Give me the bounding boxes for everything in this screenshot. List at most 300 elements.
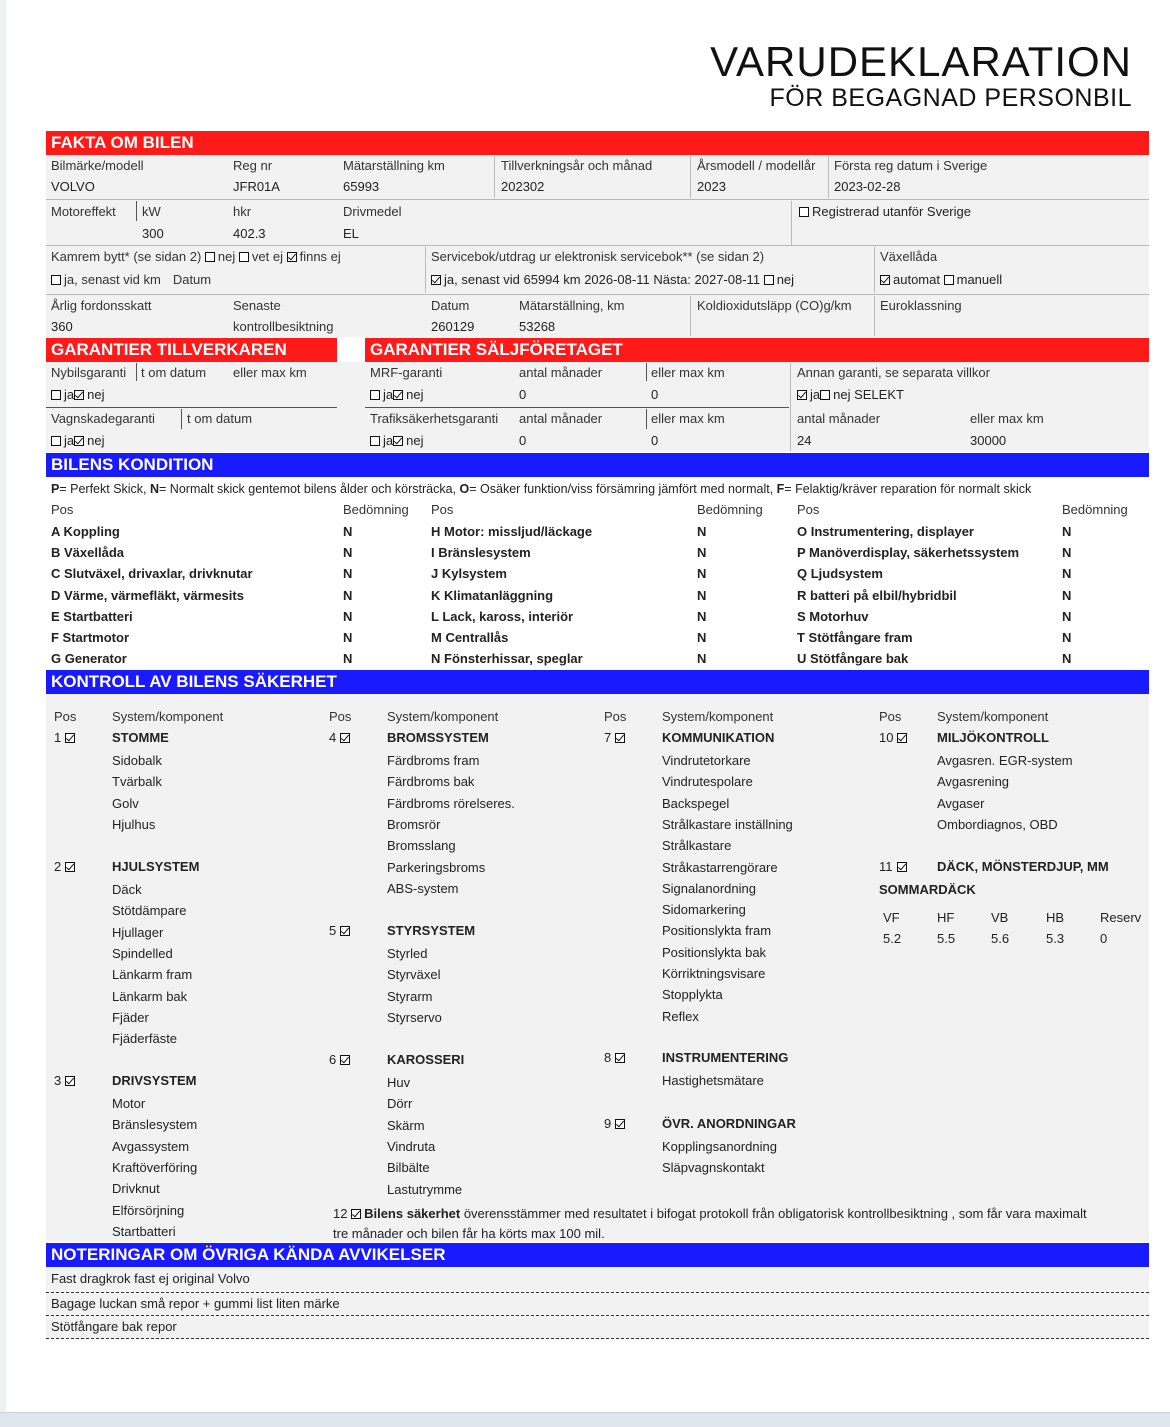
legend-text: = Perfekt Skick, — [59, 482, 150, 496]
value-arsmodell: 2023 — [697, 179, 726, 194]
kamrem-vet-ej: vet ej — [251, 249, 283, 264]
item-12-bold: Bilens säkerhet — [364, 1206, 461, 1221]
kondition-bedomning-header: Bedömning — [697, 502, 763, 517]
checkbox-checked-icon[interactable] — [615, 733, 625, 743]
checkbox-icon[interactable] — [370, 436, 380, 446]
item-12-text: överensstämmer med resultatet i bifogat protokoll från obligatorisk kontrollbesiktning , som får vara maximalt — [460, 1206, 1087, 1221]
value-mrf-km: 0 — [651, 387, 659, 402]
kondition-item-grade: N — [697, 545, 707, 561]
sakerhet-component: Länkarm bak — [112, 988, 188, 1004]
kamrem-ja-senast: ja, senast vid km — [64, 272, 161, 287]
tyre-header: VB — [991, 910, 1009, 925]
sakerhet-number: 2 — [54, 859, 62, 874]
sakerhet-component: Positionslykta fram — [662, 923, 772, 939]
sakerhet-number: 10 — [879, 730, 894, 745]
nybil-nej: nej — [87, 387, 105, 402]
sakerhet-number: 11 — [879, 859, 893, 874]
sakerhet-component: Styrled — [387, 946, 428, 961]
label-vagnskadegaranti: Vagnskadegaranti — [51, 411, 155, 426]
checkbox-icon[interactable] — [239, 252, 249, 262]
notering-line: Bagage luckan små repor + gummi list liten märke — [51, 1296, 340, 1311]
value-mrf-manader: 0 — [519, 387, 527, 402]
kondition-item-grade: N — [343, 545, 353, 561]
kondition-item-label: F Startmotor — [51, 630, 129, 645]
value-hkr: 402.3 — [233, 226, 266, 241]
checkbox-checked-icon[interactable] — [65, 733, 75, 743]
divider — [828, 156, 829, 198]
checkbox-checked-icon[interactable] — [351, 1209, 361, 1219]
divider — [690, 296, 691, 336]
item-12-number: 12 — [333, 1206, 348, 1221]
section-garantier-saljforetaget-heading: GARANTIER SÄLJFÖRETAGET — [365, 338, 1149, 362]
tyre-value: 5.6 — [991, 931, 1010, 946]
sakerhet-component: Hjulhus — [112, 816, 156, 832]
item-12-row — [333, 1206, 1087, 1222]
kondition-item-label: K Klimatanläggning — [431, 587, 554, 603]
label-trafik-antal-manader: antal månader — [519, 411, 603, 426]
sakerhet-component: Vindrutespolare — [662, 774, 753, 790]
checkbox-icon[interactable] — [764, 275, 774, 285]
sakerhet-component: Skärm — [387, 1117, 425, 1133]
kondition-bedomning-header: Bedömning — [1062, 502, 1128, 517]
label-tom-datum-2: t om datum — [187, 411, 253, 426]
divider — [136, 201, 137, 221]
sakerhet-group-title: INSTRUMENTERING — [662, 1050, 789, 1065]
kondition-item-label: S Motorhuv — [797, 608, 869, 624]
sakerhet-group-number — [54, 1073, 78, 1089]
divider — [646, 409, 647, 429]
checkbox-checked-icon[interactable] — [65, 862, 75, 872]
kondition-item-grade: N — [697, 651, 707, 667]
label-senaste: Senaste — [233, 298, 281, 313]
reg-utanfor-label: Registrerad utanför Sverige — [812, 204, 971, 219]
value-tillverkningsar: 202302 — [501, 179, 545, 194]
kondition-item-grade: N — [697, 608, 707, 624]
sakerhet-component: Huv — [387, 1075, 411, 1090]
kondition-pos-header: Pos — [797, 502, 820, 517]
checkbox-checked-icon[interactable] — [897, 733, 907, 743]
kamrem-finns-ej: finns ej — [299, 249, 341, 264]
tyre-header: Reserv — [1100, 910, 1142, 925]
checkbox-checked-icon[interactable] — [393, 390, 403, 400]
label-eller-max-km: eller max km — [233, 365, 307, 380]
sakerhet-component: Strålkastare inställning — [662, 816, 793, 832]
label-annan-antal-manader: antal månader — [797, 411, 881, 426]
kondition-item-grade: N — [343, 524, 353, 539]
divider — [181, 409, 182, 429]
kondition-item-label: Q Ljudsystem — [797, 566, 883, 582]
checkbox-icon[interactable] — [205, 252, 215, 262]
item-12-text-2: tre månader och bilen får ha körts max 100 mil. — [333, 1226, 605, 1241]
notering-line: Stötfångare bak repor — [51, 1319, 177, 1334]
checkbox-checked-icon[interactable] — [74, 390, 84, 400]
checkbox-checked-icon[interactable] — [393, 436, 403, 446]
label-matarstallning: Mätarställning km — [343, 158, 445, 173]
kondition-item-label: I Bränslesystem — [431, 545, 531, 561]
sakerhet-group-number — [879, 730, 910, 746]
sakerhet-component: Avgaser — [937, 795, 985, 811]
sakerhet-component: Vindrutetorkare — [662, 753, 751, 768]
value-drivmedel: EL — [343, 226, 359, 241]
sakerhet-component: Stötdämpare — [112, 903, 187, 919]
annan-garanti-choice — [797, 387, 904, 403]
sakerhet-component: Stopplykta — [662, 987, 723, 1003]
sakerhet-component: Styrarm — [387, 988, 433, 1004]
sakerhet-component: Fjäder — [112, 1009, 149, 1025]
sakerhet-group-number — [54, 730, 78, 746]
section-garantier-tillverkaren-heading: GARANTIER TILLVERKAREN — [46, 338, 337, 362]
value-annan-km: 30000 — [970, 433, 1007, 448]
sakerhet-component: Dörr — [387, 1096, 413, 1112]
value-regnr: JFR01A — [233, 179, 280, 194]
sakerhet-component: Färdbroms rörelseres. — [387, 795, 515, 811]
sakerhet-component: Bromsrör — [387, 816, 441, 832]
sakerhet-component: Avgasren. EGR-system — [937, 753, 1073, 768]
checkbox-icon[interactable] — [51, 436, 61, 446]
sakerhet-pos-header: Pos — [54, 709, 77, 724]
divider — [494, 156, 495, 198]
label-motoreffekt: Motoreffekt — [51, 204, 116, 219]
sakerhet-component: Vindruta — [387, 1138, 436, 1154]
checkbox-icon[interactable] — [370, 390, 380, 400]
kondition-item-grade: N — [697, 524, 707, 539]
sakerhet-component: Kopplingsanordning — [662, 1139, 777, 1154]
tyre-value: 5.3 — [1046, 931, 1065, 946]
trafik-choice — [370, 433, 423, 449]
sakerhet-component: Lastutrymme — [387, 1181, 463, 1197]
value-annan-manader: 24 — [797, 433, 812, 448]
kamrem-datum: Datum — [172, 272, 212, 287]
kondition-item-grade: N — [1062, 566, 1072, 582]
sakerhet-group-title: KAROSSERI — [387, 1052, 465, 1067]
checkbox-icon[interactable] — [51, 390, 61, 400]
sakerhet-component: Elförsörjning — [112, 1202, 185, 1218]
checkbox-icon[interactable] — [799, 207, 809, 217]
sakerhet-component: Hastighetsmätare — [662, 1073, 764, 1088]
label-kw: kW — [142, 204, 161, 219]
kondition-item-grade: N — [343, 587, 353, 603]
divider — [425, 247, 426, 293]
sakerhet-component: Drivknut — [112, 1181, 160, 1197]
sakerhet-number: 7 — [604, 730, 612, 745]
kondition-item-grade: N — [1062, 545, 1072, 561]
sakerhet-system-header: System/komponent — [112, 709, 224, 724]
kamrem-nej: nej — [217, 249, 236, 264]
checkbox-checked-icon[interactable] — [340, 926, 350, 936]
kondition-item-label: R batteri på elbil/hybridbil — [797, 587, 957, 603]
sakerhet-group-number — [54, 859, 78, 875]
kondition-item-grade: N — [697, 587, 707, 603]
sakerhet-group-number — [604, 1116, 628, 1132]
sakerhet-component: Fjäderfäste — [112, 1031, 178, 1047]
sakerhet-component: Ombordiagnos, OBD — [937, 816, 1058, 832]
value-kw: 300 — [142, 226, 164, 241]
notering-line: Fast dragkrok fast ej original Volvo — [51, 1271, 250, 1286]
row-divider — [46, 245, 1149, 246]
section-kondition-heading: BILENS KONDITION — [46, 453, 1149, 477]
sakerhet-component: Styrservo — [387, 1009, 442, 1025]
sakerhet-component: Parkeringsbroms — [387, 859, 486, 875]
sakerhet-pos-header: Pos — [329, 709, 352, 724]
vaxellada-manuell: manuell — [956, 272, 1003, 287]
checkbox-checked-icon[interactable] — [880, 275, 890, 285]
kondition-item-grade: N — [343, 566, 353, 582]
checkbox-checked-icon[interactable] — [65, 1076, 75, 1086]
kondition-pos-header: Pos — [51, 502, 74, 517]
sakerhet-number: 9 — [604, 1116, 612, 1131]
kondition-item-label: M Centrallås — [431, 630, 509, 645]
page-edge — [0, 0, 6, 1426]
mrf-ja: ja — [383, 387, 394, 402]
checkbox-checked-icon[interactable] — [340, 1055, 350, 1065]
kamrem-ja-row — [51, 272, 211, 288]
sakerhet-group-number — [604, 1050, 628, 1066]
dotted-rule — [46, 1338, 1149, 1339]
kondition-item-grade: N — [1062, 630, 1072, 645]
checkbox-icon[interactable] — [51, 275, 61, 285]
divider — [874, 247, 875, 293]
sakerhet-group-title: DRIVSYSTEM — [112, 1073, 197, 1088]
kondition-item-grade: N — [1062, 587, 1072, 603]
label-tom-datum: t om datum — [141, 365, 207, 380]
row-divider — [46, 199, 1149, 200]
sakerhet-component: Färdbroms fram — [387, 753, 480, 768]
label-kontrollbesiktning: kontrollbesiktning — [233, 319, 334, 334]
trafik-ja: ja — [383, 433, 394, 448]
sakerhet-number: 8 — [604, 1050, 612, 1065]
sakerhet-group-number — [879, 859, 910, 875]
sakerhet-group-title: MILJÖKONTROLL — [937, 730, 1049, 745]
tyre-value: 5.5 — [937, 931, 956, 946]
value-trafik-km: 0 — [651, 433, 659, 448]
legend-key: P — [51, 482, 60, 496]
checkbox-icon[interactable] — [944, 275, 954, 285]
sakerhet-component: Sidomarkering — [662, 902, 746, 918]
label-koldioxid: Koldioxidutsläpp (CO)g/km — [697, 298, 852, 313]
checkbox-checked-icon[interactable] — [431, 275, 441, 285]
kondition-item-grade: N — [1062, 651, 1072, 667]
section-fakta-heading: FAKTA OM BILEN — [46, 131, 1149, 155]
row-divider — [46, 407, 337, 408]
viewer-bottom-bar — [0, 1412, 1170, 1427]
kondition-item-grade: N — [343, 608, 353, 624]
checkbox-checked-icon[interactable] — [340, 733, 350, 743]
sakerhet-component: Stråkastarrengörare — [662, 859, 778, 875]
kondition-item-label: U Stötfångare bak — [797, 651, 909, 667]
sakerhet-component: Golv — [112, 795, 139, 811]
label-fordonsskatt: Årlig fordonsskatt — [51, 298, 152, 313]
sakerhet-pos-header: Pos — [604, 709, 627, 724]
tyre-value: 0 — [1100, 931, 1108, 946]
sakerhet-component: Avgasrening — [937, 774, 1010, 790]
label-mrf-garanti: MRF-garanti — [370, 365, 443, 380]
sakerhet-group-title: ÖVR. ANORDNINGAR — [662, 1116, 796, 1131]
label-annan-garanti: Annan garanti, se separata villkor — [797, 365, 990, 380]
vagnskadegaranti-choice — [51, 433, 104, 449]
sakerhet-component: Däck — [112, 882, 142, 897]
label-tillverkningsar: Tillverkningsår och månad — [501, 158, 653, 173]
mrf-choice — [370, 387, 423, 403]
sakerhet-component: Avgassystem — [112, 1138, 190, 1154]
value-matar-km: 53268 — [519, 319, 556, 334]
label-forsta-reg: Första reg datum i Sverige — [834, 158, 988, 173]
sakerhet-component: Backspegel — [662, 795, 730, 811]
kondition-item-grade: N — [697, 566, 707, 582]
value-fordonsskatt: 360 — [51, 319, 73, 334]
label-bilmarke: Bilmärke/modell — [51, 158, 144, 173]
kondition-item-grade: N — [343, 651, 353, 667]
legend-text: = Osäker funktion/viss försämring jämfört med normalt, — [469, 482, 777, 496]
kamrem-row — [51, 249, 341, 265]
label-vaxellada: Växellåda — [880, 249, 938, 264]
kondition-item-label: A Koppling — [51, 524, 120, 539]
vagnskada-nej: nej — [87, 433, 105, 448]
kondition-item-label: T Stötfångare fram — [797, 630, 913, 645]
sakerhet-component: Bromsslang — [387, 838, 456, 854]
label-regnr: Reg nr — [233, 158, 273, 173]
checkbox-checked-icon[interactable] — [74, 436, 84, 446]
sakerhet-number: 4 — [329, 730, 337, 745]
row-divider — [365, 407, 789, 408]
sakerhet-component: Spindelled — [112, 945, 173, 961]
label-euroklassning: Euroklassning — [880, 298, 962, 313]
tyre-header: HF — [937, 910, 955, 925]
value-forsta-reg: 2023-02-28 — [834, 179, 901, 194]
divider — [874, 296, 875, 336]
sakerhet-system-header: System/komponent — [387, 709, 499, 724]
sakerhet-component: Tvärbalk — [112, 774, 162, 790]
vaxellada-row — [880, 272, 1002, 288]
kondition-item-grade: N — [343, 630, 353, 645]
kondition-item-grade: N — [1062, 608, 1072, 624]
label-trafik-eller-max-km: eller max km — [651, 411, 725, 426]
nybil-ja: ja — [64, 387, 75, 402]
servicebok-row — [431, 272, 794, 288]
kondition-item-label: D Värme, värmefläkt, värmesits — [51, 587, 244, 603]
label-hkr: hkr — [233, 204, 252, 219]
checkbox-checked-icon[interactable] — [287, 252, 297, 262]
trafik-nej: nej — [406, 433, 424, 448]
legend-key: O — [459, 482, 470, 496]
sakerhet-number: 5 — [329, 923, 337, 938]
vaxellada-automat: automat — [893, 272, 940, 287]
tyre-header: HB — [1046, 910, 1065, 925]
label-mrf-eller-max-km: eller max km — [651, 365, 725, 380]
mrf-nej: nej — [406, 387, 424, 402]
sakerhet-component: Sidobalk — [112, 753, 162, 768]
sakerhet-component: Signalanordning — [662, 880, 756, 896]
sommardack-label: SOMMARDÄCK — [879, 882, 976, 897]
row-divider — [46, 294, 1149, 295]
sakerhet-component: Länkarm fram — [112, 967, 193, 983]
legend-text: = Normalt skick gentemot bilens ålder och körsträcka, — [159, 482, 460, 496]
sakerhet-group-number — [329, 730, 353, 746]
sakerhet-group-number — [329, 923, 353, 939]
sakerhet-number: 6 — [329, 1052, 337, 1067]
label-datum: Datum — [431, 298, 470, 313]
sakerhet-component: Strålkastare — [662, 838, 732, 854]
label-drivmedel: Drivmedel — [343, 204, 402, 219]
value-matarstallning: 65993 — [343, 179, 380, 194]
divider — [646, 363, 647, 381]
sakerhet-group-title: DÄCK, MÖNSTERDJUP, MM — [937, 859, 1109, 874]
checkbox-checked-icon[interactable] — [615, 1119, 625, 1129]
kondition-item-label: C Slutväxel, drivaxlar, drivknutar — [51, 566, 253, 582]
checkbox-checked-icon[interactable] — [797, 390, 807, 400]
sakerhet-component: Bränslesystem — [112, 1117, 198, 1133]
sakerhet-component: Färdbroms bak — [387, 774, 475, 790]
sakerhet-number: 1 — [54, 730, 62, 745]
divider — [791, 201, 792, 245]
tyre-value: 5.2 — [883, 931, 902, 946]
kondition-item-label: O Instrumentering, displayer — [797, 524, 974, 539]
sakerhet-group-title: HJULSYSTEM — [112, 859, 200, 874]
sakerhet-component: Släpvagnskontakt — [662, 1160, 765, 1176]
nybilsgaranti-choice — [51, 387, 104, 403]
sakerhet-group-title: STOMME — [112, 730, 169, 745]
section-sakerhet-heading: KONTROLL AV BILENS SÄKERHET — [46, 670, 1149, 694]
kondition-bedomning-header: Bedömning — [343, 502, 409, 517]
kondition-item-grade: N — [697, 630, 707, 645]
sakerhet-pos-header: Pos — [879, 709, 902, 724]
checkbox-checked-icon[interactable] — [897, 862, 907, 872]
kondition-item-grade: N — [1062, 524, 1072, 539]
section-noteringar-heading: NOTERINGAR OM ÖVRIGA KÄNDA AVVIKELSER — [46, 1243, 1149, 1267]
sakerhet-component: Hjullager — [112, 924, 164, 940]
kondition-item-label: E Startbatteri — [51, 608, 133, 624]
sakerhet-component: Positionslykta bak — [662, 944, 767, 960]
kondition-legend — [51, 481, 1031, 497]
sakerhet-group-number — [329, 1052, 353, 1068]
sakerhet-number: 3 — [54, 1073, 62, 1088]
label-kamrem: Kamrem bytt* (se sidan 2) — [51, 249, 202, 264]
sakerhet-group-title: KOMMUNIKATION — [662, 730, 775, 745]
label-servicebok: Servicebok/utdrag ur elektronisk servicebok** (se sidan 2) — [431, 249, 765, 264]
value-datum: 260129 — [431, 319, 475, 334]
kondition-pos-header: Pos — [431, 502, 454, 517]
servicebok-value: ja, senast vid 65994 km 2026-08-11 Nästa: 2027-08-11 — [444, 272, 761, 287]
legend-key: N — [150, 482, 160, 496]
label-mrf-antal-manader: antal månader — [519, 365, 603, 380]
sakerhet-component: Startbatteri — [112, 1223, 176, 1239]
annan-ja: ja — [810, 387, 821, 402]
document-subtitle: FÖR BEGAGNAD PERSONBIL — [769, 84, 1132, 112]
tyre-header: VF — [883, 910, 900, 925]
sakerhet-system-header: System/komponent — [662, 709, 774, 724]
label-matar-km: Mätarställning, km — [519, 298, 625, 313]
reg-utanfor-sverige[interactable] — [799, 204, 971, 220]
sakerhet-component: ABS-system — [387, 880, 459, 896]
dotted-rule — [46, 1292, 1149, 1293]
kondition-item-label: B Växellåda — [51, 545, 124, 561]
sakerhet-system-header: System/komponent — [937, 709, 1049, 724]
divider — [690, 156, 691, 198]
sakerhet-component: Styrväxel — [387, 967, 441, 983]
label-arsmodell: Årsmodell / modellår — [697, 158, 816, 173]
dotted-rule — [46, 1315, 1149, 1316]
value-trafik-manader: 0 — [519, 433, 527, 448]
checkbox-checked-icon[interactable] — [615, 1053, 625, 1063]
sakerhet-component: Reflex — [662, 1008, 699, 1024]
sakerhet-component: Bilbälte — [387, 1160, 430, 1176]
kondition-item-label: G Generator — [51, 651, 127, 667]
divider — [790, 363, 791, 451]
sakerhet-group-title: BROMSSYSTEM — [387, 730, 489, 745]
sakerhet-component: Kraftöverföring — [112, 1159, 198, 1175]
checkbox-icon[interactable] — [820, 390, 830, 400]
servicebok-nej: nej — [776, 272, 795, 287]
label-nybilsgaranti: Nybilsgaranti — [51, 365, 127, 380]
